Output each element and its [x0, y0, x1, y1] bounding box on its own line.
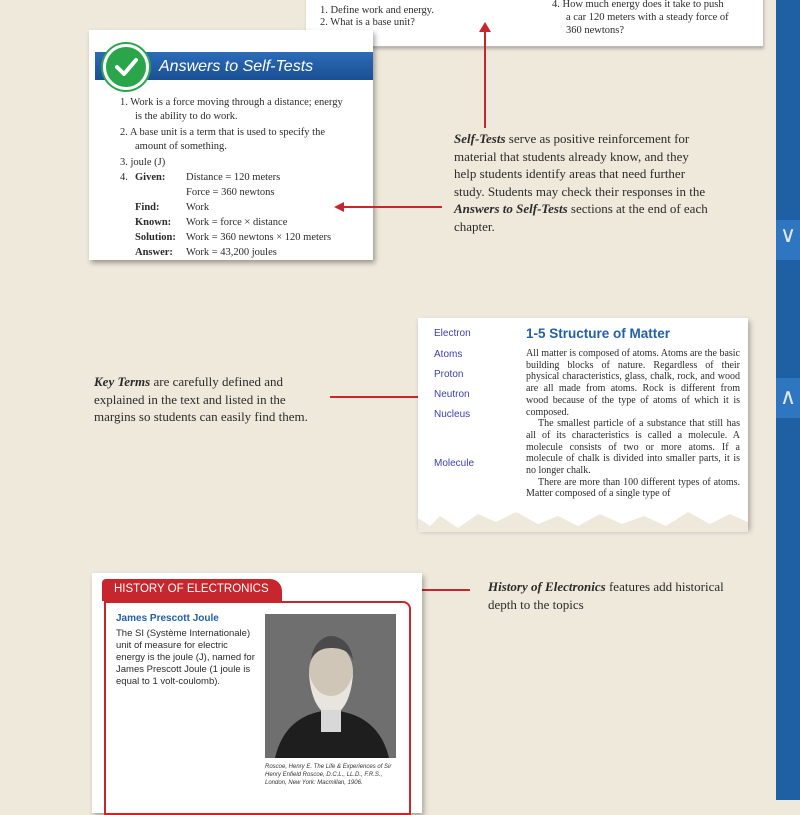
- known-label: Known:: [135, 217, 172, 228]
- find-label: Find:: [135, 202, 160, 213]
- term-molecule: Molecule: [434, 458, 475, 469]
- key-terms-lead: Key Terms: [94, 374, 151, 389]
- arrow-head-left: [334, 202, 344, 212]
- given-2: Force = 360 newtons: [186, 187, 275, 198]
- term-atoms: Atoms: [434, 349, 463, 360]
- self-test-q4-line3: 360 newtons?: [566, 25, 625, 36]
- matter-para1: All matter is composed of atoms. Atoms are the basic building blocks of nature. Regardless of their physical characteristics, glass, chalk, rock, and wood are all made from atoms. Rock is different from wood because of the type of atoms of which it is composed.: [526, 348, 740, 418]
- history-tab: [102, 579, 282, 601]
- given-1: Distance = 120 meters: [186, 172, 281, 183]
- given-label: Given:: [135, 172, 166, 183]
- answer-2a: 2. A base unit is a term that is used to specify the: [120, 127, 326, 138]
- history-lead: History of Electronics: [488, 579, 606, 594]
- joule-portrait: [265, 614, 396, 758]
- history-note: [488, 578, 738, 613]
- self-test-q1: 1. Define work and energy.: [320, 5, 435, 16]
- answer-4-num: 4.: [120, 172, 128, 183]
- pointer-line-terms: [330, 396, 418, 398]
- arrow-head-up: [479, 22, 491, 32]
- self-tests-note: [454, 130, 714, 235]
- history-tab-label: HISTORY OF ELECTRONICS: [114, 583, 269, 595]
- self-test-q4-line1: 4. How much energy does it take to push: [552, 0, 724, 10]
- history-body: features add historical depth to the topics: [488, 579, 724, 612]
- checkmark-icon: [103, 44, 149, 90]
- term-neutron: Neutron: [434, 389, 470, 400]
- torn-edge: [418, 508, 748, 532]
- find-value: Work: [186, 202, 210, 213]
- chevron-up-icon[interactable]: ∧: [779, 385, 797, 410]
- term-electron: Electron: [434, 328, 471, 339]
- term-proton: Proton: [434, 369, 464, 380]
- self-tests-lead: Self-Tests: [454, 131, 506, 146]
- self-tests-bold2: Answers to Self-Tests: [454, 201, 568, 216]
- portrait-caption: Roscoe, Henry E. The Life & Experiences of Sir Henry Enfield Roscoe, D.C.L., LL.D., F.R.S., London, New York: Macmillan, 1906.: [265, 764, 392, 786]
- solution-value: Work = 360 newtons × 120 meters: [186, 232, 332, 243]
- answer-1b: is the ability to do work.: [135, 111, 238, 122]
- chevron-down-icon[interactable]: ∨: [779, 223, 797, 248]
- key-terms-note: [94, 373, 330, 426]
- pointer-line-up: [484, 30, 486, 128]
- structure-of-matter-excerpt: [418, 318, 748, 528]
- solution-label: Solution:: [135, 232, 176, 243]
- answer-label: Answer:: [135, 247, 173, 258]
- key-terms-body: are carefully defined and explained in the text and listed in the margins so students can easily find them.: [94, 374, 308, 424]
- self-test-q4-line2: a car 120 meters with a steady force of: [566, 12, 729, 23]
- history-name: James Prescott Joule: [116, 613, 219, 624]
- self-test-q2: 2. What is a base unit?: [320, 17, 415, 28]
- answer-1a: 1. Work is a force moving through a distance; energy: [120, 97, 343, 108]
- self-test-box: [306, 0, 763, 47]
- matter-para3: There are more than 100 different types of atoms. Matter composed of a single type of: [526, 476, 740, 500]
- term-nucleus: Nucleus: [434, 409, 471, 420]
- pointer-line-answers: [344, 206, 442, 208]
- matter-para2: The smallest particle of a substance that still has all of its characteristics is called a molecule. A molecule consists of two or more atoms. If a molecule of chalk is divided into smaller parts, it is no longer chalk.: [526, 418, 740, 477]
- answer-value: Work = 43,200 joules: [186, 247, 277, 258]
- answer-3: 3. joule (J): [120, 157, 166, 168]
- matter-text: [526, 348, 740, 500]
- self-tests-body1: serve as positive reinforcement for material that students already know, and they help students identify areas that need further study. Students may check their responses in the: [454, 131, 706, 199]
- history-body: The SI (Système Internationale) unit of measure for electric energy is the joule (J), named for James Prescott Joule (1 joule is equal to 1 volt-coulomb).: [116, 628, 255, 687]
- section-title: 1-5 Structure of Matter: [526, 326, 671, 341]
- self-tests-body2: sections at the end of each chapter.: [454, 201, 708, 234]
- known-value: Work = force × distance: [186, 217, 288, 228]
- answers-card: [89, 30, 373, 260]
- answer-2b: amount of something.: [135, 141, 227, 152]
- answers-title: Answers to Self-Tests: [159, 58, 314, 75]
